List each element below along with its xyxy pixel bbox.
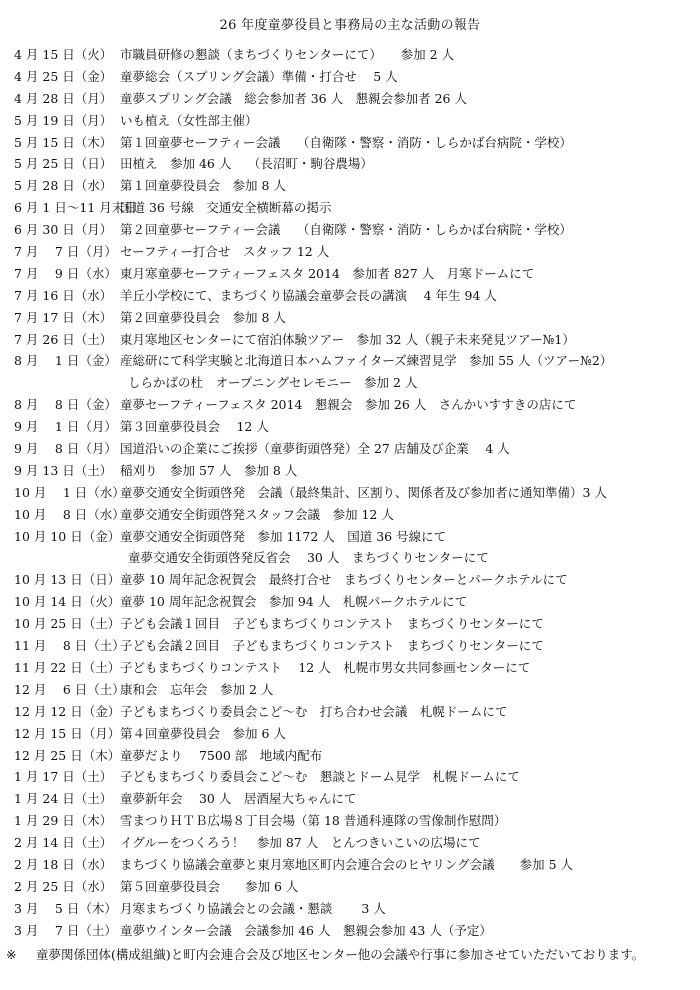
activity-text: 童夢交通安全街頭啓発反省会 30 人 まちづくりセンターにて <box>128 550 489 566</box>
activity-date: 11 月 22 日（土） <box>14 659 121 675</box>
activity-date: 1 月 24 日（土） <box>14 791 113 807</box>
activity-text: 東月寒地区センターにて宿泊体験ツアー 参加 32 人（親子未来発見ツアー№1） <box>120 331 575 347</box>
activity-row <box>0 88 700 110</box>
activity-text: 子ども会議１回目 子どもまちづくりコンテスト まちづくりセンターにて <box>120 616 544 632</box>
activity-date: 7 月 26 日（土） <box>14 331 113 347</box>
activity-row <box>0 132 700 154</box>
activity-row <box>0 920 700 942</box>
activity-row <box>0 504 700 526</box>
activity-text: イグルーをつくろう！ 参加 87 人 とんつきいこいの広場にて <box>120 835 481 851</box>
footnote-text: 童夢関係団体(構成組織)と町内会連合会及び地区センター他の会議や行事に参加させていただいております。 <box>36 947 645 962</box>
activity-date: 8 月 8 日（金） <box>14 397 117 413</box>
activity-row <box>0 44 700 66</box>
activity-date: 1 月 29 日（木） <box>14 813 113 829</box>
activity-date: 1 月 17 日（土） <box>14 769 113 785</box>
activity-date: 9 月 13 日（土） <box>14 462 113 478</box>
activity-text: 子ども会議２回目 子どもまちづくりコンテスト まちづくりセンターにて <box>120 638 544 654</box>
activity-text: 羊丘小学校にて、まちづくり協議会童夢会長の講演 4 年生 94 人 <box>120 287 497 303</box>
activity-date: 12 月 6 日（土） <box>14 681 125 697</box>
activity-text: 童夢セーフティーフェスタ 2014 懇親会 参加 26 人 さんかいすすきの店にて <box>120 397 577 413</box>
activity-text: 童夢 10 周年記念祝賀会 参加 94 人 札幌パークホテルにて <box>120 594 468 610</box>
activity-row <box>0 307 700 329</box>
activity-text: 康和会 忘年会 参加 2 人 <box>120 681 274 697</box>
activity-date: 6 月 1 日〜11 月末日 <box>14 200 137 216</box>
activity-date: 5 月 15 日（木） <box>14 134 113 150</box>
activity-date: 10 月 10 日（金） <box>14 528 121 544</box>
activity-date: 12 月 12 日（金） <box>14 703 121 719</box>
activity-date: 3 月 5 日（木） <box>14 900 117 916</box>
activity-date: 8 月 1 日（金） <box>14 353 117 369</box>
activity-row <box>0 701 700 723</box>
activity-date: 7 月 9 日（水） <box>14 265 117 281</box>
activity-row <box>0 547 700 569</box>
activity-text: 童夢ウインター会議 会議参加 46 人 懇親会参加 43 人（予定） <box>120 922 492 938</box>
activity-date: 5 月 28 日（水） <box>14 178 113 194</box>
activity-text: 稲刈り 参加 57 人 参加 8 人 <box>120 462 298 478</box>
activity-text: 第３回童夢役員会 12 人 <box>120 419 269 435</box>
activity-text: いも植え（女性部主催） <box>120 112 258 128</box>
activity-row <box>0 416 700 438</box>
activity-date: 10 月 8 日（水） <box>14 506 125 522</box>
activity-date: 4 月 25 日（金） <box>14 68 113 84</box>
activity-text: 国道沿いの企業にご挨拶（童夢街頭啓発）全 27 店舗及び企業 4 人 <box>120 441 510 457</box>
activity-date: 3 月 7 日（土） <box>14 922 117 938</box>
activity-row <box>0 898 700 920</box>
activity-row <box>0 569 700 591</box>
activity-row <box>0 219 700 241</box>
activity-date: 2 月 18 日（水） <box>14 856 113 872</box>
activity-date: 6 月 30 日（月） <box>14 222 113 238</box>
activity-text: 童夢交通安全街頭啓発 参加 1172 人 国道 36 号線にて <box>120 528 447 544</box>
activity-row <box>0 263 700 285</box>
activity-date: 5 月 25 日（日） <box>14 156 113 172</box>
activity-text: 雪まつりＨＴＢ広場８丁目会場（第 18 普通科連隊の雪像制作慰問） <box>120 813 507 829</box>
activity-text: 第４回童夢役員会 参加 6 人 <box>120 725 286 741</box>
activity-row <box>0 285 700 307</box>
activity-text: 子どもまちづくりコンテスト 12 人 札幌市男女共同参画センターにて <box>120 659 531 675</box>
activity-row <box>0 745 700 767</box>
activity-date: 5 月 19 日（月） <box>14 112 113 128</box>
activity-date: 9 月 1 日（月） <box>14 419 117 435</box>
activity-text: 子どもまちづくり委員会こど〜む 懇談とドーム見学 札幌ドームにて <box>120 769 520 785</box>
activity-date: 10 月 13 日（日） <box>14 572 121 588</box>
activity-row <box>0 679 700 701</box>
activity-date: 11 月 8 日（土） <box>14 638 125 654</box>
activity-date: 10 月 1 日（水） <box>14 484 125 500</box>
activity-date: 4 月 15 日（火） <box>14 47 113 62</box>
activity-date: 2 月 25 日（水） <box>14 878 113 894</box>
footnote <box>6 944 692 966</box>
activity-text: まちづくり協議会童夢と東月寒地区町内会連合会のヒヤリング会議 参加 5 人 <box>120 856 574 872</box>
activity-row <box>0 657 700 679</box>
activity-row <box>0 460 700 482</box>
activity-date: 7 月 7 日（月） <box>14 244 117 260</box>
activity-text: 産総研にて科学実験と北海道日本ハムファイターズ練習見学 参加 55 人（ツアー№2） <box>120 353 613 369</box>
activity-text: 童夢交通安全街頭啓発 会議（最終集計、区割り、関係者及び参加者に通知準備）3 人 <box>120 484 607 500</box>
activity-text: 第５回童夢役員会 参加 6 人 <box>120 878 299 894</box>
activity-text: 童夢スプリング会議 総会参加者 36 人 懇親会参加者 26 人 <box>120 90 467 106</box>
activity-text: 月寒まちづくり協議会との会議・懇談 3 人 <box>120 900 386 916</box>
activity-text: 童夢総会（スプリング会議）準備・打合せ 5 人 <box>120 68 398 84</box>
activity-date: 7 月 17 日（木） <box>14 309 113 325</box>
activity-text: 童夢交通安全街頭啓発スタッフ会議 参加 12 人 <box>120 506 394 522</box>
activity-text: 童夢だより 7500 部 地域内配布 <box>120 747 323 763</box>
activity-row <box>0 329 700 351</box>
activity-date: 7 月 16 日（水） <box>14 287 113 303</box>
activity-row <box>0 438 700 460</box>
footnote-mark: ※ <box>6 947 17 962</box>
activity-text: 第２回童夢セーフティー会議 （自衛隊・警察・消防・しらかば台病院・学校） <box>120 222 572 238</box>
activity-row <box>0 175 700 197</box>
activity-row <box>0 526 700 548</box>
activity-text: 東月寒童夢セーフティーフェスタ 2014 参加者 827 人 月寒ドームにて <box>120 265 535 281</box>
activity-text: 第１回童夢セーフティー会議 （自衛隊・警察・消防・しらかば台病院・学校） <box>120 134 572 150</box>
activity-row <box>0 372 700 394</box>
activity-date: 12 月 25 日（木） <box>14 747 121 763</box>
activity-row <box>0 66 700 88</box>
activity-date: 10 月 25 日（土） <box>14 616 121 632</box>
activity-text: 第１回童夢役員会 参加 8 人 <box>120 178 286 194</box>
activity-date: 10 月 14 日（火） <box>14 594 121 610</box>
activity-row <box>0 788 700 810</box>
activity-row <box>0 241 700 263</box>
activity-text: 童夢 10 周年記念祝賀会 最終打合せ まちづくりセンターとパークホテルにて <box>120 572 568 588</box>
activity-row <box>0 482 700 504</box>
activity-text: セーフティー打合せ スタッフ 12 人 <box>120 244 330 260</box>
activity-row <box>0 854 700 876</box>
activity-list <box>0 44 700 942</box>
activity-row <box>0 110 700 132</box>
activity-text: 市職員研修の懇談（まちづくりセンターにて） 参加 2 人 <box>120 47 455 62</box>
report-title: 26 年度童夢役員と事務局の主な活動の報告 <box>219 18 481 33</box>
activity-row <box>0 723 700 745</box>
activity-text: 子どもまちづくり委員会こど〜む 打ち合わせ会議 札幌ドームにて <box>120 703 508 719</box>
activity-date: 9 月 8 日（月） <box>14 441 117 457</box>
activity-date: 2 月 14 日（土） <box>14 835 113 851</box>
activity-row <box>0 613 700 635</box>
activity-row <box>0 350 700 372</box>
activity-text: 第２回童夢役員会 参加 8 人 <box>120 309 286 325</box>
activity-row <box>0 153 700 175</box>
activity-row <box>0 832 700 854</box>
activity-row <box>0 876 700 898</box>
activity-date: 4 月 28 日（月） <box>14 90 113 106</box>
activity-row <box>0 394 700 416</box>
activity-row <box>0 197 700 219</box>
activity-text: 国道 36 号線 交通安全横断幕の掲示 <box>120 200 332 216</box>
activity-text: しらかばの杜 オープニングセレモニー 参加 2 人 <box>128 375 418 391</box>
activity-row <box>0 635 700 657</box>
activity-row <box>0 810 700 832</box>
activity-text: 田植え 参加 46 人 （長沼町・駒谷農場） <box>120 156 373 172</box>
activity-text: 童夢新年会 30 人 居酒屋大ちゃんにて <box>120 791 357 807</box>
activity-date: 12 月 15 日（月） <box>14 725 121 741</box>
activity-row <box>0 766 700 788</box>
activity-row <box>0 591 700 613</box>
